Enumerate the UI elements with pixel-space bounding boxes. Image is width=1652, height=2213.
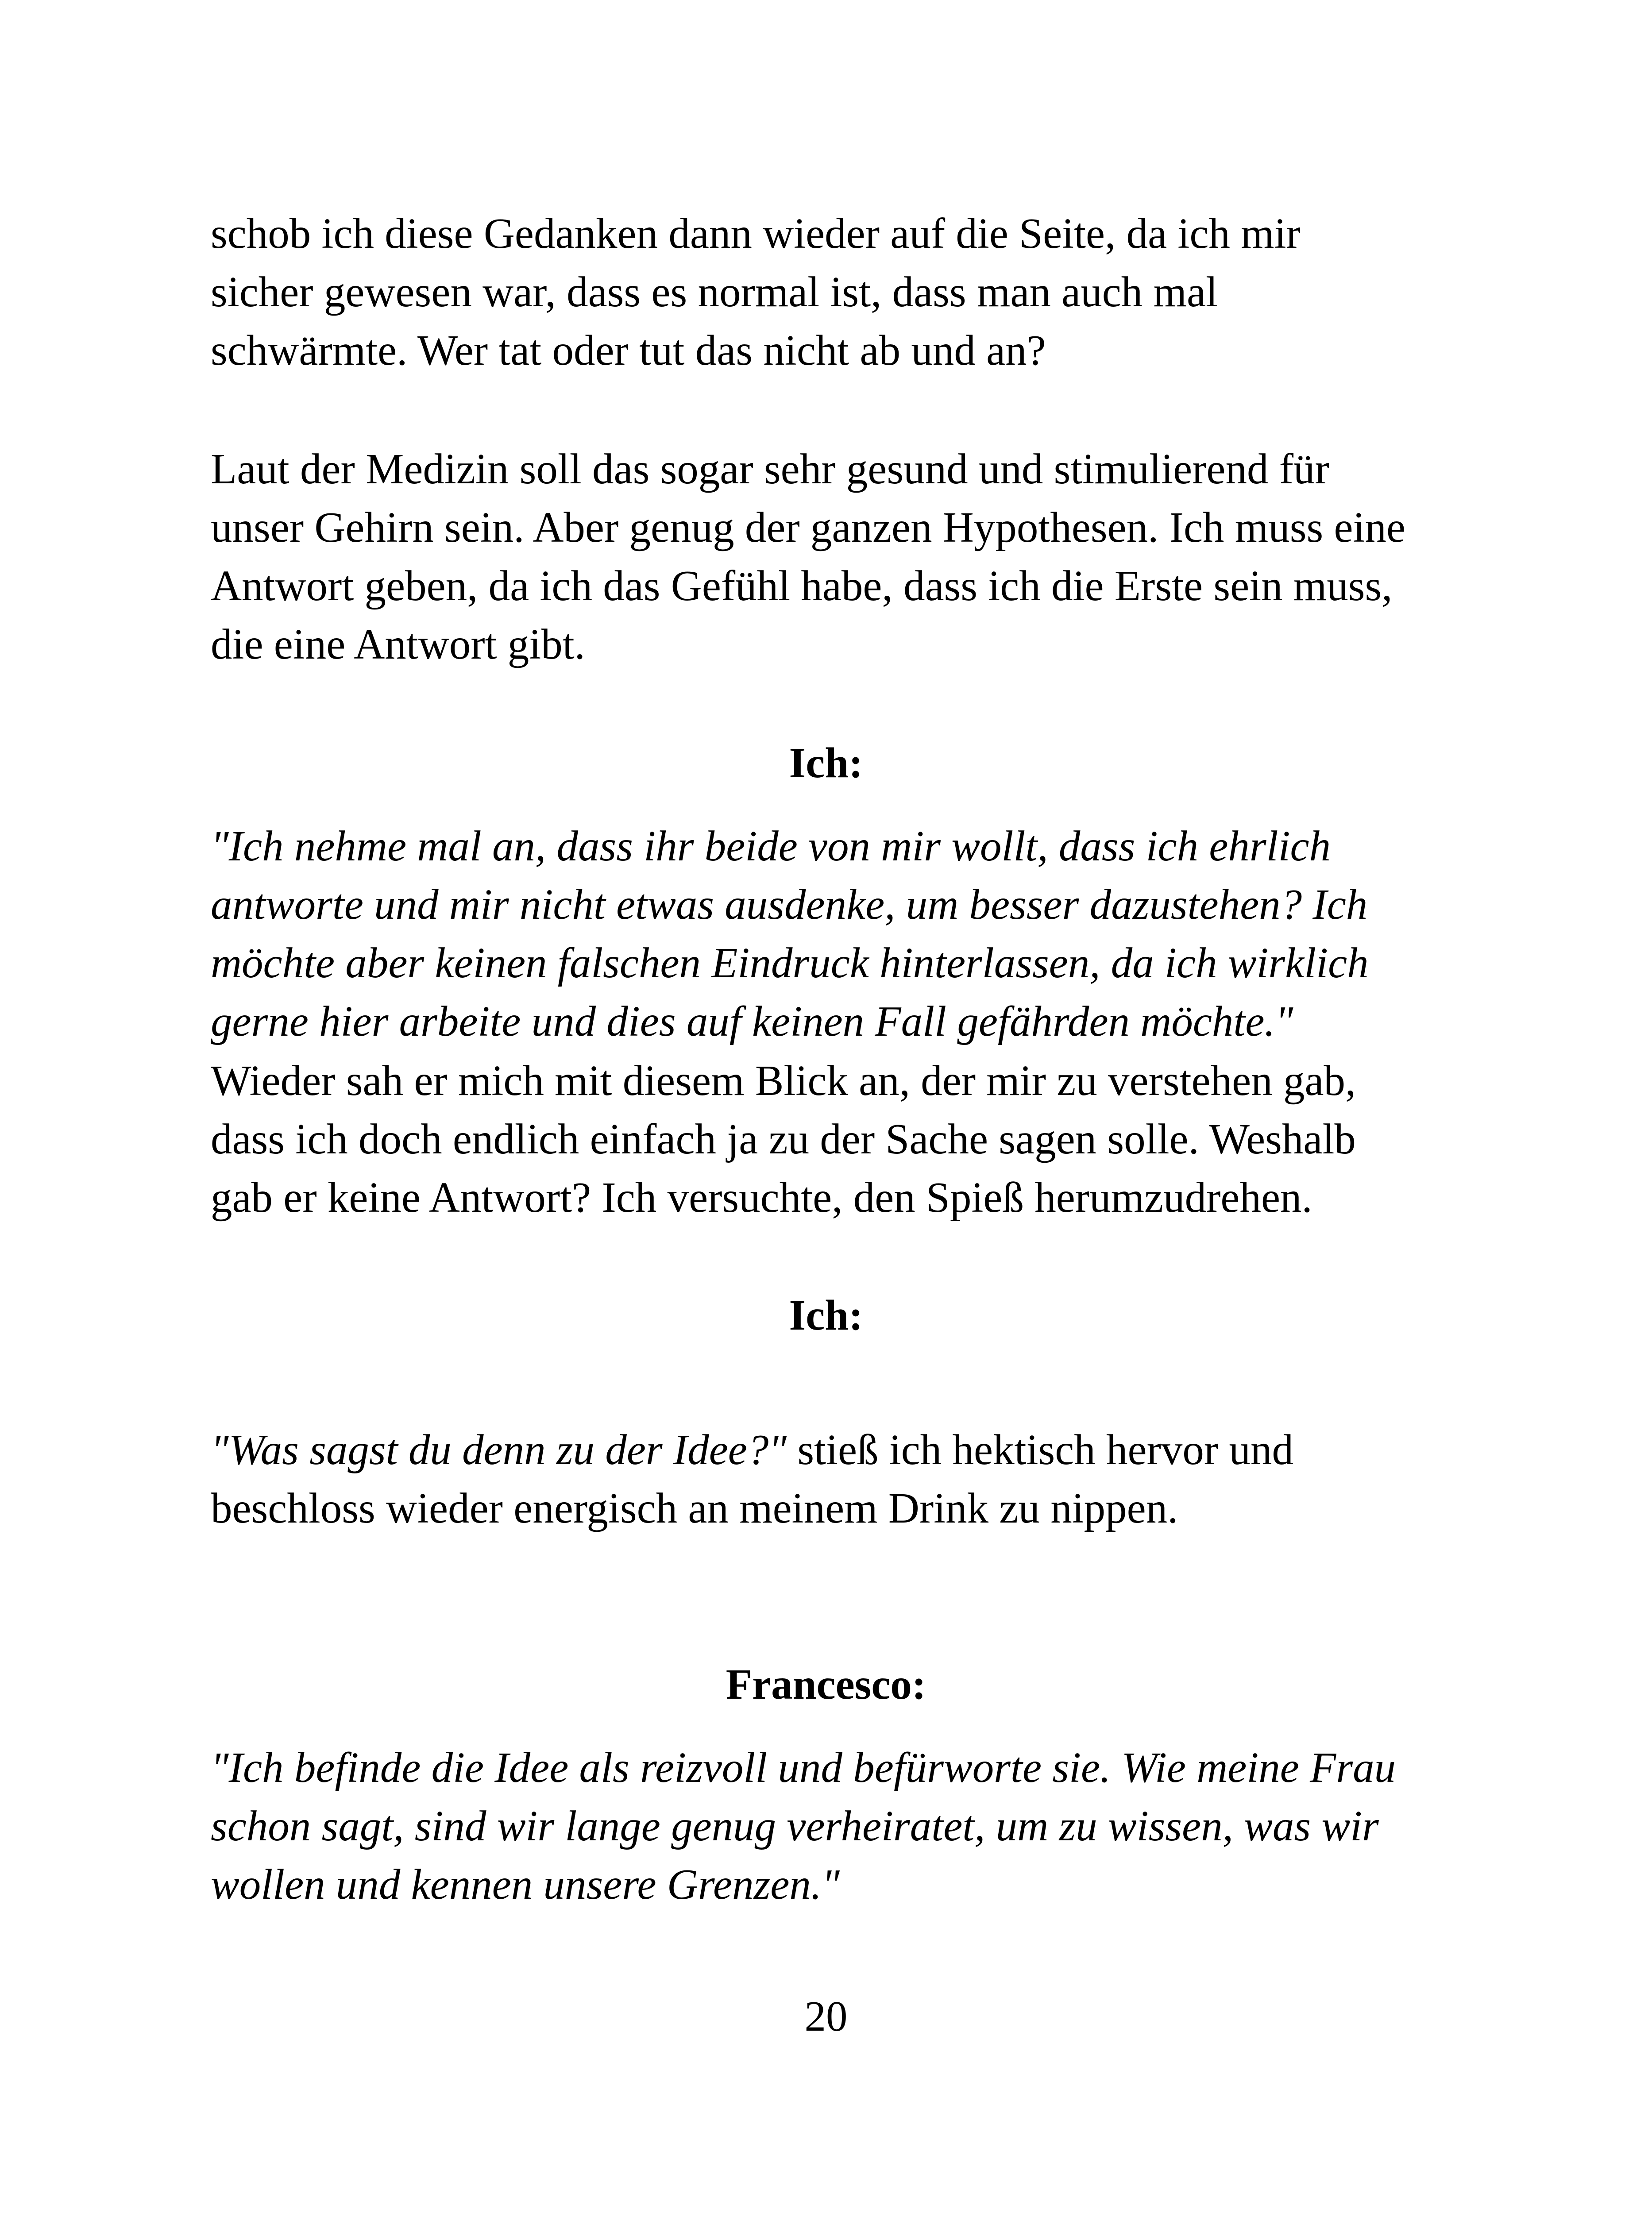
text-line: schon sagt, sind wir lange genug verheiratet, um zu wissen, was wir xyxy=(211,1802,1379,1850)
text-line: die eine Antwort gibt. xyxy=(211,621,585,668)
text-line: gerne hier arbeite und dies auf keinen Fall gefährden möchte." xyxy=(211,998,1293,1045)
text-line xyxy=(211,1421,1486,1479)
text-line: unser Gehirn sein. Aber genug der ganzen Hypothesen. Ich muss eine xyxy=(211,504,1406,551)
paragraph-4 xyxy=(211,1421,1486,1538)
text-line: schwärmte. Wer tat oder tut das nicht ab und an? xyxy=(211,327,1046,374)
text-line: Antwort geben, da ich das Gefühl habe, dass ich die Erste sein muss, xyxy=(211,562,1393,609)
text-line: wollen und kennen unsere Grenzen." xyxy=(211,1861,840,1908)
paragraph-3 xyxy=(211,1052,1486,1227)
speaker-heading-ich-2: Ich: xyxy=(789,1292,863,1339)
text-line: sicher gewesen war, dass es normal ist, dass man auch mal xyxy=(211,268,1218,316)
dialogue-quote-2 xyxy=(211,1739,1486,1914)
paragraph-1 xyxy=(211,204,1486,380)
text-line: dass ich doch endlich einfach ja zu der Sache sagen solle. Weshalb xyxy=(211,1115,1356,1163)
text-line: beschloss wieder energisch an meinem Drink zu nippen. xyxy=(211,1484,1178,1532)
dialogue-quote-1 xyxy=(211,817,1486,1051)
inline-text: stieß ich hektisch hervor und xyxy=(787,1426,1293,1473)
page-number: 20 xyxy=(804,1993,848,2040)
text-line: "Ich nehme mal an, dass ihr beide von mir wollt, dass ich ehrlich xyxy=(211,822,1331,870)
text-line: möchte aber keinen falschen Eindruck hinterlassen, da ich wirklich xyxy=(211,939,1369,987)
speaker-heading-ich: Ich: xyxy=(789,739,863,787)
text-line: gab er keine Antwort? Ich versuchte, den Spieß herumzudrehen. xyxy=(211,1174,1312,1221)
text-line: Laut der Medizin soll das sogar sehr gesund und stimulierend für xyxy=(211,445,1329,493)
text-line: "Ich befinde die Idee als reizvoll und befürworte sie. Wie meine Frau xyxy=(211,1744,1396,1791)
speaker-heading-francesco: Francesco: xyxy=(726,1661,926,1708)
text-line: Wieder sah er mich mit diesem Blick an, der mir zu verstehen gab, xyxy=(211,1057,1356,1104)
paragraph-2 xyxy=(211,440,1486,674)
inline-quote: "Was sagst du denn zu der Idee?" xyxy=(211,1426,787,1473)
text-line: antworte und mir nicht etwas ausdenke, um besser dazustehen? Ich xyxy=(211,881,1368,928)
text-line: schob ich diese Gedanken dann wieder auf die Seite, da ich mir xyxy=(211,210,1301,257)
